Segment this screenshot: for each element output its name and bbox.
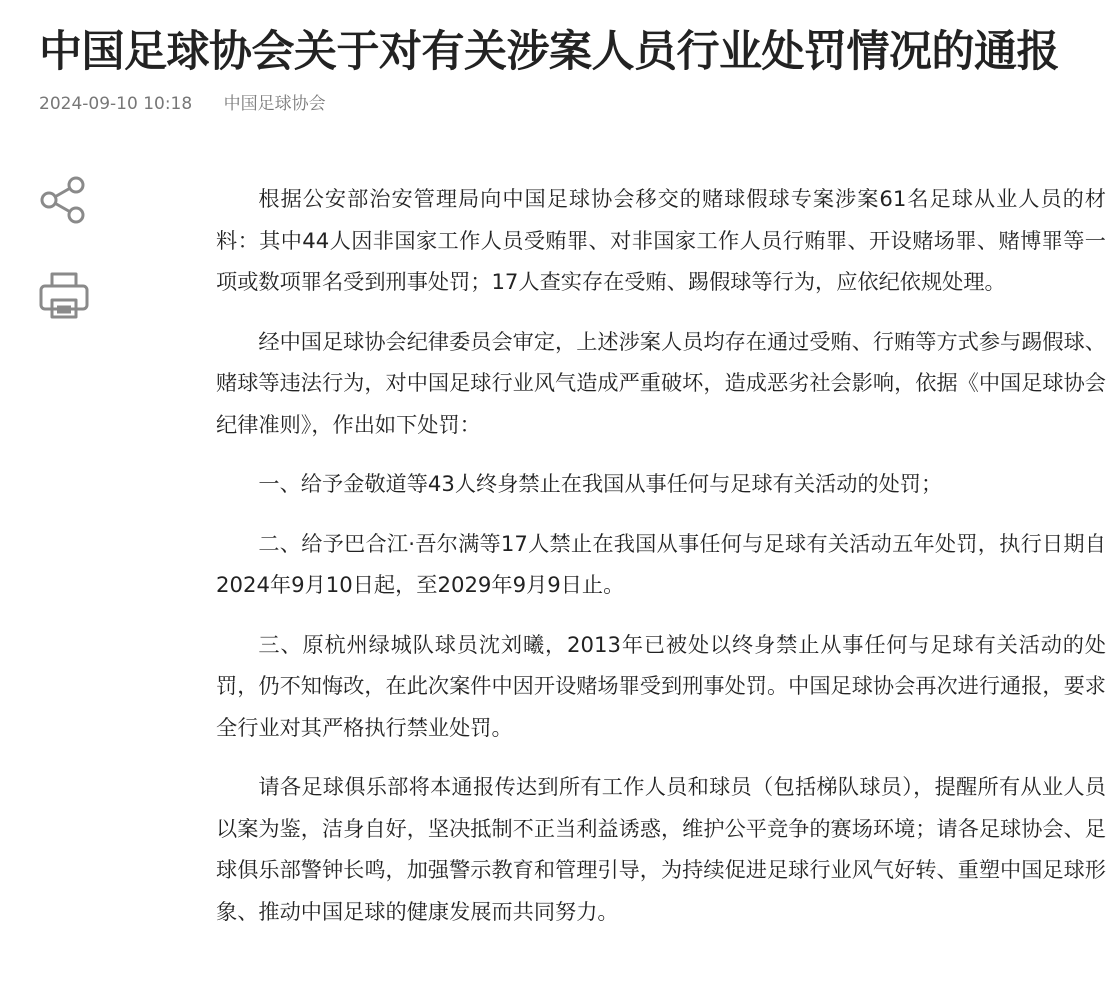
publish-date: 2024-09-10 10:18 [39,94,193,114]
paragraph: 三、原杭州绿城队球员沈刘曦，2013年已被处以终身禁止从事任何与足球有关活动的处罚，仍不知悔改，在此次案件中因开设赌场罪受到刑事处罚。中国足球协会再次进行通报，要求全行业对其严格执行禁业处罚。 [216,631,1106,740]
paragraph: 一、给予金敬道等43人终身禁止在我国从事任何与足球有关活动的处罚； [258,471,943,496]
paragraph: 二、给予巴合江·吾尔满等17人禁止在我国从事任何与足球有关活动五年处罚，执行日期自2024年9月10日起，至2029年9月9日止。 [216,530,1106,597]
article-title: 中国足球协会关于对有关涉案人员行业处罚情况的通报 [39,27,1059,77]
article-source: 中国足球协会 [223,94,326,114]
paragraph: 根据公安部治安管理局向中国足球协会移交的赌球假球专案涉案61名足球从业人员的材料：其中44人因非国家工作人员受贿罪、对非国家工作人员行贿罪、开设赌场罪、赌博罪等一项或数项罪名受到刑事处罚；17人查实存在受贿、踢假球等行为，应依纪依规处理。 [216,186,1106,294]
paragraph: 请各足球俱乐部将本通报传达到所有工作人员和球员（包括梯队球员），提醒所有从业人员以案为鉴，洁身自好，坚决抵制不正当利益诱惑，维护公平竞争的赛场环境；请各足球协会、足球俱乐部警钟长鸣，加强警示教育和管理引导，为持续促进足球行业风气好转、重塑中国足球形象、推动中国足球的健康发展而共同努力。 [216,774,1106,924]
article-meta [39,92,326,116]
paragraph: 经中国足球协会纪律委员会审定，上述涉案人员均存在通过受贿、行贿等方式参与踢假球、赌球等违法行为，对中国足球行业风气造成严重破坏，造成恶劣社会影响，依据《中国足球协会纪律准则》，作出如下处罚： [216,328,1106,437]
side-toolbar [38,175,90,321]
printer-icon[interactable] [38,269,90,321]
article-body [216,178,1106,950]
share-icon[interactable] [38,175,90,227]
